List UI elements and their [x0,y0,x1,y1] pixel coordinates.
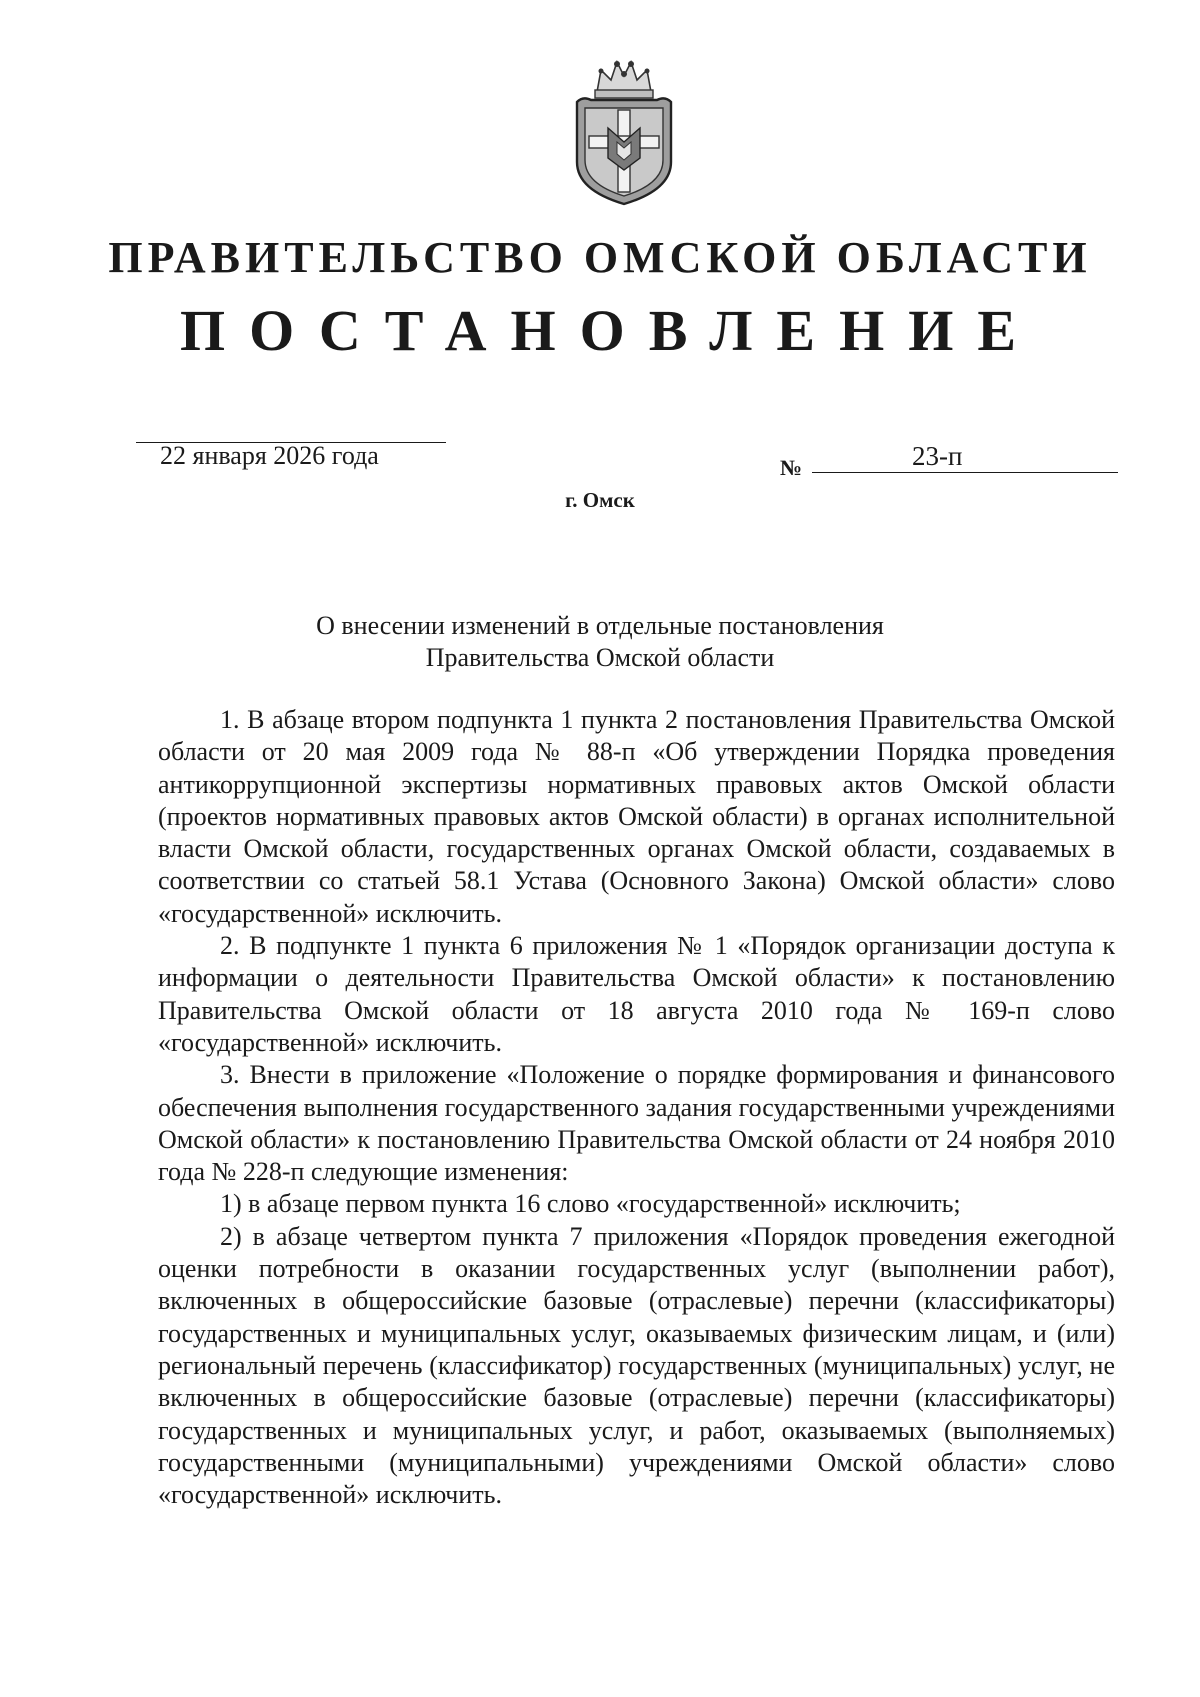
number-underline [812,472,1118,473]
paragraph-3: 3. Внести в приложение «Положение о порядке формирования и финансового обеспечения выполнения государственного задания государственными учреждениями Омской области» к постановлению Правительства Омской области от 24 ноября 2010 года № 228-п следующие изменения: [158,1060,1115,1187]
paragraph-1: 1. В абзаце втором подпункта 1 пункта 2 постановления Правительства Омской области от 20 мая 2009 года № 88-п «Об утверждении Порядка проведения антикоррупционной экспертизы нормативных правовых актов Омской области (проектов нормативных правовых актов Омской области) в органах исполнительной власти Омской области, государственных органах Омской области, создаваемых в соответствии со статьей 58.1 Устава (Основного Закона) Омской области» слово «государственной» исключить. [158,705,1115,928]
subparagraph-2: 2) в абзаце четвертом пункта 7 приложения «Порядок проведения ежегодной оценки потребности в оказании государственных услуг (выполнении работ), включенных в общероссийские базовые (отраслевые) перечни (классификаторы) государственных и муниципальных услуг, оказываемых физическим лицам, и (или) региональный перечень (классификатор) государственных (муниципальных) услуг, не включенных в общероссийские базовые (отраслевые) перечни (классификаторы) государственных и муниципальных услуг, и работ, оказываемых (выполняемых) государственными (муниципальными) учреждениями Омской области» слово «государственной» исключить. [158,1221,1115,1510]
document-subject [0,610,1200,674]
document-body [158,704,1115,1511]
city-label: г. Омск [565,488,635,512]
number-sign: № [780,455,803,480]
coat-of-arms-icon [563,58,685,208]
subject-line-1: О внесении изменений в отдельные постановления [316,611,884,640]
subject-line-2: Правительства Омской области [425,643,775,672]
organization-title: ПРАВИТЕЛЬСТВО ОМСКОЙ ОБЛАСТИ [108,233,1092,282]
subparagraph-1: 1) в абзаце первом пункта 16 слово «государственной» исключить; [220,1189,961,1219]
document-type-title: ПОСТАНОВЛЕНИЕ [179,298,1041,363]
paragraph-2: 2. В подпункте 1 пункта 6 приложения № 1 «Порядок организации доступа к информации о деятельности Правительства Омской области» к постановлению Правительства Омской области от 18 августа 2010 года № 169-п слово «государственной» исключить. [158,931,1115,1057]
document-number: 23-п [912,441,963,471]
document-date: 22 января 2026 года [160,441,379,470]
